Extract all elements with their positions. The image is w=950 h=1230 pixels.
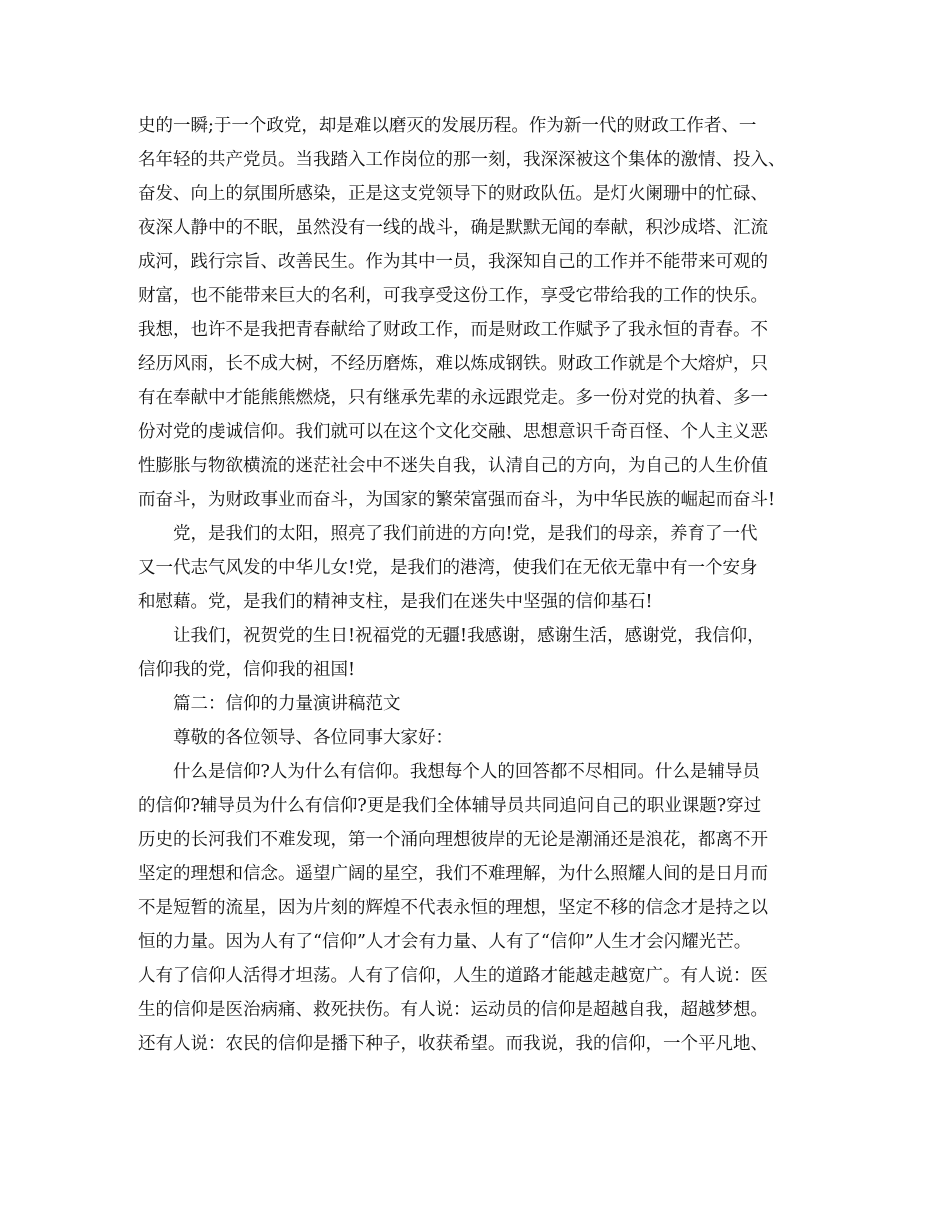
text-line: 让我们，祝贺党的生日!祝福党的无疆!我感谢，感谢生活，感谢党，我信仰， [173,626,765,646]
section-heading [138,687,813,721]
paragraph-2 [138,517,813,619]
text-line: 还有人说：农民的信仰是播下种子，收获希望。而我说，我的信仰，一个平凡地、 [138,1034,768,1054]
paragraph-1 [138,109,813,517]
text-line: 人有了信仰人活得才坦荡。人有了信仰，人生的道路才能越走越宽广。有人说：医 [138,966,768,986]
document-body [138,109,813,1061]
text-line: 史的一瞬;于一个政党，却是难以磨灭的发展历程。作为新一代的财政工作者、一 [138,116,757,136]
text-line: 历史的长河我们不难发现，第一个涌向理想彼岸的无论是潮涌还是浪花，都离不开 [138,830,768,850]
text-line: 恒的力量。因为人有了“信仰”人才会有力量、人有了“信仰”人生才会闪耀光芒。 [138,932,752,952]
text-line: 经历风雨，长不成大树，不经历磨炼，难以炼成钢铁。财政工作就是个大熔炉，只 [138,354,768,374]
salutation [138,721,813,755]
text-line: 生的信仰是医治病痛、救死扶伤。有人说：运动员的信仰是超越自我，超越梦想。 [138,1000,768,1020]
text-line: 尊敬的各位领导、各位同事大家好： [173,728,453,748]
text-line: 和慰藉。党，是我们的精神支柱，是我们在迷失中坚强的信仰基石! [138,592,653,612]
text-line: 不是短暂的流星，因为片刻的辉煌不代表永恒的理想，坚定不移的信念才是持之以 [138,898,768,918]
text-line: 什么是信仰?人为什么有信仰。我想每个人的回答都不尽相同。什么是辅导员 [173,762,760,782]
text-line: 份对党的虔诚信仰。我们就可以在这个文化交融、思想意识千奇百怪、个人主义恶 [138,422,768,442]
text-line: 坚定的理想和信念。遥望广阔的星空，我们不难理解，为什么照耀人间的是日月而 [138,864,768,884]
text-line: 有在奉献中才能熊熊燃烧，只有继承先辈的永远跟党走。多一份对党的执着、多一 [138,388,768,408]
text-line: 篇二：信仰的力量演讲稿范文 [173,694,401,714]
text-line: 党，是我们的太阳，照亮了我们前进的方向!党，是我们的母亲，养育了一代 [173,524,758,544]
text-line: 信仰我的党，信仰我的祖国! [138,660,356,680]
text-line: 夜深人静中的不眠，虽然没有一线的战斗，确是默默无闻的奉献，积沙成塔、汇流 [138,218,768,238]
text-line: 我想，也许不是我把青春献给了财政工作，而是财政工作赋予了我永恒的青春。不 [138,320,768,340]
paragraph-3 [138,619,813,687]
text-line: 财富，也不能带来巨大的名利，可我享受这份工作，享受它带给我的工作的快乐。 [138,286,768,306]
text-line: 的信仰?辅导员为什么有信仰?更是我们全体辅导员共同追问自己的职业课题?穿过 [138,796,762,816]
text-line: 而奋斗，为财政事业而奋斗，为国家的繁荣富强而奋斗，为中华民族的崛起而奋斗! [138,490,776,510]
text-line: 性膨胀与物欲横流的迷茫社会中不迷失自我，认清自己的方向，为自己的人生价值 [138,456,768,476]
paragraph-6 [138,755,813,1061]
text-line: 奋发、向上的氛围所感染，正是这支党领导下的财政队伍。是灯火阑珊中的忙碌、 [138,184,768,204]
text-line: 名年轻的共产党员。当我踏入工作岗位的那一刻，我深深被这个集体的激情、投入、 [138,150,786,170]
text-line: 成河，践行宗旨、改善民生。作为其中一员，我深知自己的工作并不能带来可观的 [138,252,768,272]
text-line: 又一代志气风发的中华儿女!党，是我们的港湾，使我们在无依无靠中有一个安身 [138,558,758,578]
